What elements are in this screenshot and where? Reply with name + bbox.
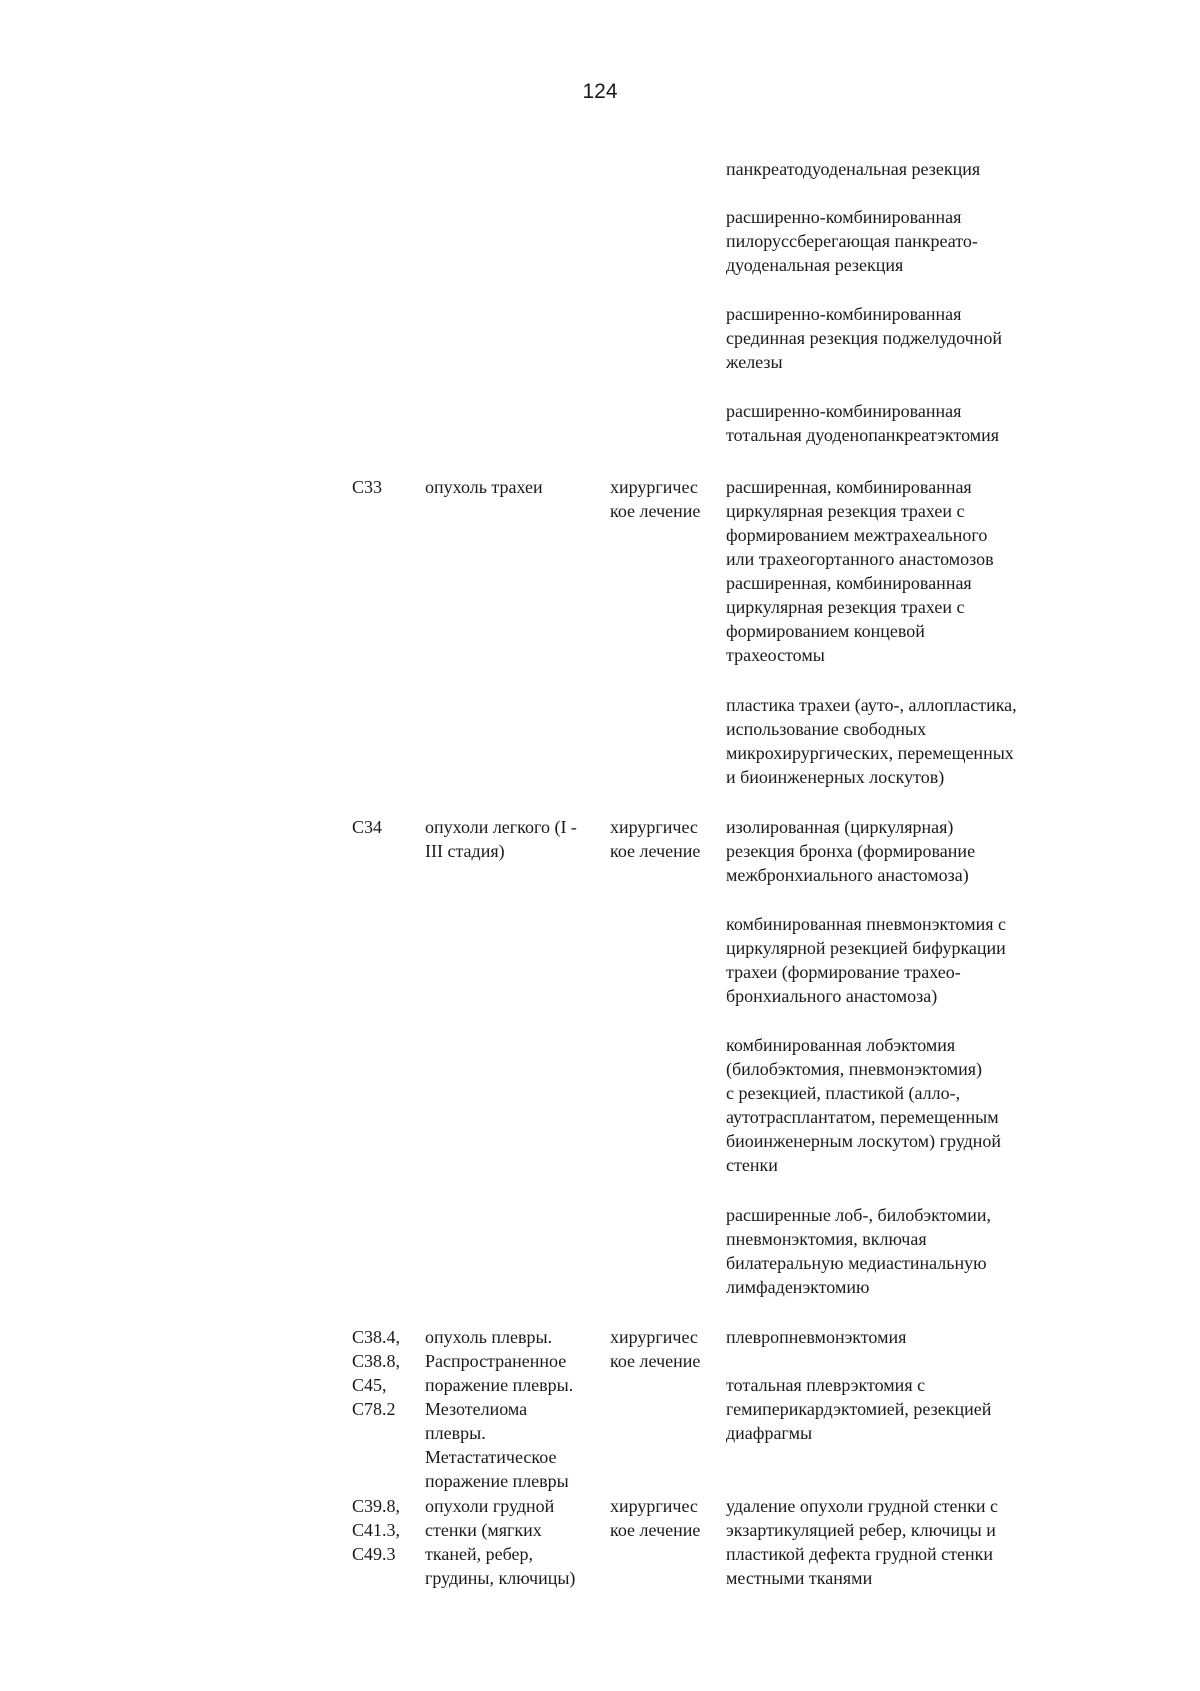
method-item: комбинированная пневмонэктомия с циркулярной резекцией бифуркации трахеи (формирование трахео- бронхиального анастомоза) xyxy=(726,914,1007,1006)
method-item: расширенные лоб-, билобэктомии, пневмонэктомия, включая билатеральную медиастинальную лимфаденэктомию xyxy=(726,1205,992,1297)
diagnosis: опухоль плевры. Распространенное поражение плевры. Мезотелиома плевры. Метастатическое поражение плевры xyxy=(425,1327,574,1491)
method-item: расширенно-комбинированная пилоруссберегающая панкреато- дуоденальная резекция xyxy=(726,207,978,275)
icd-code: C33 xyxy=(352,477,383,497)
method-item: изолированная (циркулярная) резекция бронха (формирование межбронхиального анастомоза) xyxy=(726,817,976,885)
treatment-type: хирургичес кое лечение xyxy=(610,1496,701,1540)
treatment-type: хирургичес кое лечение xyxy=(610,477,701,521)
method-item: расширенно-комбинированная срединная резекция поджелудочной железы xyxy=(726,304,1002,372)
method-item: пластика трахеи (ауто-, аллопластика, использование свободных микрохирургических, перемещенных и биоинженерных лоскутов) xyxy=(726,695,1017,787)
method-item: комбинированная лобэктомия (билобэктомия, пневмонэктомия) с резекцией, пластикой (алло-, аутотрасплантатом, перемещенным биоинженерным лоскутом) грудной стенки xyxy=(726,1035,1002,1175)
icd-code: C39.8, C41.3, C49.3 xyxy=(352,1496,401,1564)
method-item: панкреатодуоденальная резекция xyxy=(726,159,981,179)
icd-code: C34 xyxy=(352,817,383,837)
method-item: тотальная плеврэктомия с гемиперикардэктомией, резекцией диафрагмы xyxy=(726,1375,992,1443)
method-item: расширенная, комбинированная циркулярная резекция трахеи с формированием межтрахеального или трахеогортанного анастомозов расширенная, комбинированная циркулярная резекция трахеи с формированием концевой трахеостомы xyxy=(726,477,994,665)
treatment-type: хирургичес кое лечение xyxy=(610,817,701,861)
method-item: удаление опухоли грудной стенки с экзартикуляцией ребер, ключицы и пластикой дефекта грудной стенки местными тканями xyxy=(726,1496,999,1588)
method-item: плевропневмонэктомия xyxy=(726,1327,907,1347)
diagnosis: опухоли легкого (I - III стадия) xyxy=(425,817,577,861)
treatment-type: хирургичес кое лечение xyxy=(610,1327,701,1371)
method-item: расширенно-комбинированная тотальная дуоденопанкреатэктомия xyxy=(726,401,1000,445)
diagnosis: опухоли грудной стенки (мягких тканей, ребер, грудины, ключицы) xyxy=(425,1496,576,1588)
diagnosis: опухоль трахеи xyxy=(425,477,543,497)
page-number: 124 xyxy=(582,80,618,103)
icd-code: C38.4, C38.8, C45, C78.2 xyxy=(352,1327,401,1419)
